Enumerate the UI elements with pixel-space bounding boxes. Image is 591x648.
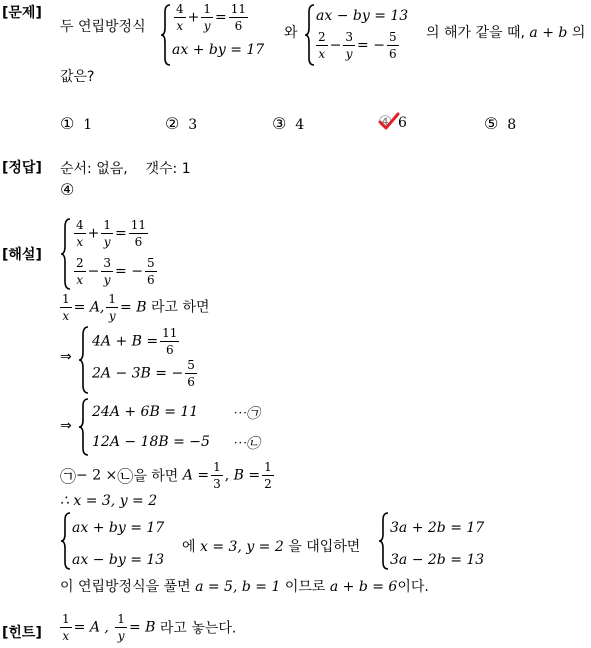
system-u-brace <box>78 398 90 456</box>
answer-header: [정답] <box>2 160 42 176</box>
problem-connector: 와 <box>284 25 298 41</box>
system-1-eq-2: ax + by = 17 <box>172 42 265 58</box>
explanation-system-brace <box>60 218 72 290</box>
combination-line: ㉠− 2 ×㉡을 하면 A = $\frac{1}{3}$ , B = $\frac{1}{2}$ <box>60 460 272 491</box>
problem-question: 의 해가 같을 때, a + b 의 <box>426 25 586 41</box>
system-t-eq-1: 4A + B = $\frac{11}{6}$ <box>92 326 178 357</box>
explanation-eq-2: $\frac{2}{x}$ − $\frac{3}{y}$ = − $\frac{5}{6}$ <box>76 256 155 287</box>
system-t-brace <box>78 326 90 394</box>
answer-marker: ④ <box>60 180 75 199</box>
problem-question-line-2: 값은? <box>60 69 95 85</box>
system-w-brace <box>378 512 390 570</box>
option-5[interactable]: ⑤ 8 <box>484 114 517 133</box>
label-circle-a: ⋯㉠ <box>232 406 260 422</box>
system-2-eq-2: $\frac{2}{x}$ − $\frac{3}{y}$ = − $\frac{5}{6}$ <box>318 30 397 61</box>
problem-intro: 두 연립방정식 <box>60 19 146 35</box>
final-sentence: 이 연립방정식을 풀면 a = 5, b = 1 이므로 a + b = 6이다. <box>60 579 429 595</box>
explanation-eq-1: $\frac{4}{x}$ + $\frac{1}{y}$ = $\frac{11}{6}$ <box>76 218 147 249</box>
hint-line: $\frac{1}{x}$ = A , $\frac{1}{y}$ = B 라고 놓는다. <box>62 612 237 643</box>
answer-meta: 순서: 없음, 갯수: 1 <box>60 161 191 177</box>
option-2[interactable]: ② 3 <box>165 114 198 133</box>
system-2-eq-1: ax − by = 13 <box>316 8 409 24</box>
problem-header: [문제] <box>2 5 42 21</box>
option-1[interactable]: ① 1 <box>60 114 93 133</box>
option-4[interactable]: ④ 6 <box>378 112 407 131</box>
system-w-eq-1: 3a + 2b = 17 <box>390 520 485 536</box>
implies-arrow-1: ⇒ <box>60 349 72 365</box>
option-4-checked-marker: ④ <box>378 114 398 132</box>
system-t-eq-2: 2A − 3B = − $\frac{5}{6}$ <box>92 358 195 389</box>
system-v-eq-1: ax + by = 17 <box>72 520 165 536</box>
system-1-brace <box>160 4 172 66</box>
substitution-line: $\frac{1}{x}$ = A, $\frac{1}{y}$ = B 라고 하면 <box>62 292 210 323</box>
implies-arrow-2: ⇒ <box>60 418 72 434</box>
system-v-eq-2: ax − by = 13 <box>72 552 165 568</box>
therefore-line: ∴ x = 3, y = 2 <box>60 493 158 509</box>
explanation-header: [해설] <box>2 247 42 263</box>
substitution-sentence: 에 x = 3, y = 2 을 대입하면 <box>182 539 361 555</box>
system-u-eq-2: 12A − 18B = −5 <box>92 434 210 450</box>
system-1-eq-1: $\frac{4}{x}$ + $\frac{1}{y}$ = $\frac{11}{6}$ <box>176 2 247 33</box>
checkmark-icon <box>378 112 400 132</box>
system-u-eq-1: 24A + 6B = 11 <box>92 404 199 420</box>
option-3[interactable]: ③ 4 <box>272 114 305 133</box>
system-v-brace <box>60 512 72 570</box>
system-w-eq-2: 3a − 2b = 13 <box>390 552 485 568</box>
label-circle-b: ⋯㉡ <box>232 436 260 452</box>
hint-header: [힌트] <box>2 625 42 641</box>
